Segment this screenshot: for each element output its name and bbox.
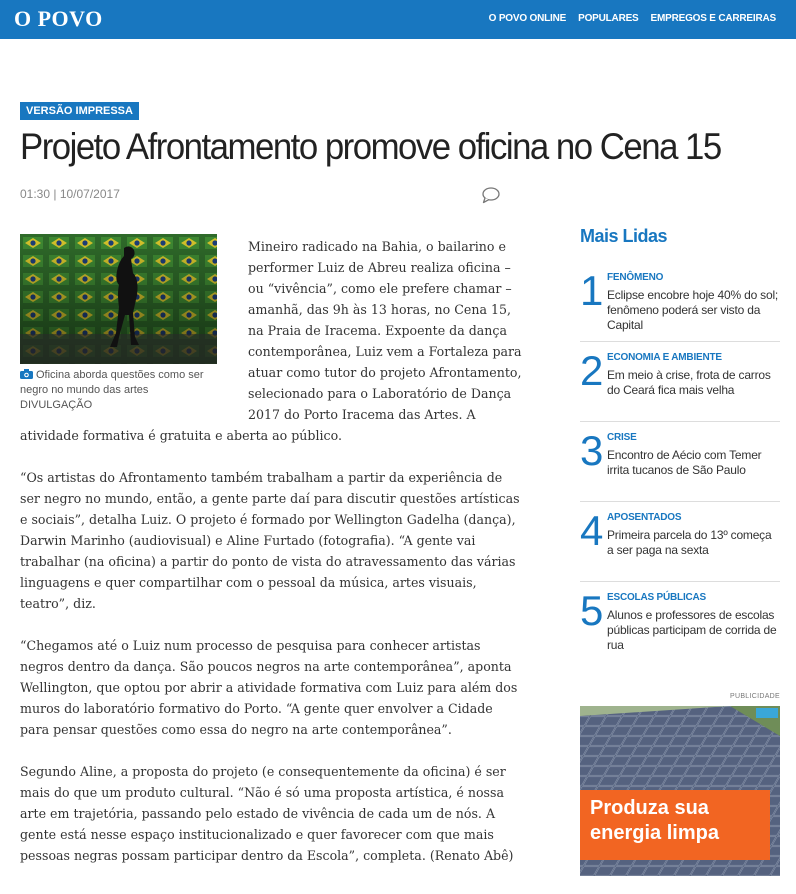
article-title: Projeto Afrontamento promove oficina no Cena 15 bbox=[20, 126, 721, 167]
item-headline[interactable]: Alunos e professores de escolas públicas participam de corrida de rua bbox=[607, 608, 777, 652]
section-badge[interactable]: VERSÃO IMPRESSA bbox=[20, 102, 139, 120]
most-read-item[interactable] bbox=[580, 262, 780, 342]
top-bar bbox=[0, 0, 796, 39]
article-paragraph: “Os artistas do Afrontamento também trabalham a partir da experiência de ser negro no mundo, então, a gente parte daí para discutir questões artísticas e sociais”, detalha Luiz. O projeto é formado por Wellington Gadelha (dança), Darwin Marinho (audiovisual) e Aline Furtado (fotografia). “A gente vai trabalhar (na oficina) a partir do ponto de vista do atravessamento das várias linguagens e quer compartilhar com o pessoal da música, artes visuais, teatro”, diz. bbox=[20, 470, 520, 611]
item-tag[interactable]: ESCOLAS PÚBLICAS bbox=[607, 592, 707, 603]
rank-number: 4 bbox=[580, 507, 604, 554]
item-tag[interactable]: APOSENTADOS bbox=[607, 512, 682, 523]
ad-line-1: Produza sua bbox=[590, 797, 709, 819]
nav-opovo-online[interactable]: O POVO ONLINE bbox=[488, 13, 567, 24]
most-read-item[interactable] bbox=[580, 502, 780, 582]
nav-empregos[interactable]: EMPREGOS E CARREIRAS bbox=[650, 13, 776, 24]
ad-solar-image bbox=[580, 706, 780, 876]
rank-number: 3 bbox=[580, 427, 604, 474]
article-paragraph: Segundo Aline, a proposta do projeto (e consequentemente da oficina) é ser mais do que um produto cultural. “Não é só uma proposta artística, é nossa arte em trajetória, passando pelo estado de vivência de cada um de nós. A gente está nesse espaço institucionalizado e quer favorecer com que mais pessoas negras possam participar dentro da Escola”, completa. (Renato Abê) bbox=[20, 764, 514, 863]
most-read-item[interactable] bbox=[580, 422, 780, 502]
ad-choices-icon[interactable] bbox=[756, 708, 778, 718]
rank-number: 2 bbox=[580, 347, 604, 394]
top-nav bbox=[489, 13, 776, 24]
figure-spacer bbox=[20, 236, 248, 410]
caption-text: Oficina aborda questões como ser negro no mundo das artes DIVULGAÇÃO bbox=[20, 369, 204, 411]
comment-icon[interactable] bbox=[481, 186, 501, 204]
item-headline[interactable]: Encontro de Aécio com Temer irrita tucanos de São Paulo bbox=[607, 448, 762, 477]
article-dateline: 01:30 | 10/07/2017 bbox=[20, 187, 120, 201]
item-tag[interactable]: CRISE bbox=[607, 432, 637, 443]
nav-populares[interactable]: POPULARES bbox=[578, 13, 639, 24]
item-tag[interactable]: FENÔMENO bbox=[607, 272, 664, 283]
most-read-list bbox=[580, 262, 780, 662]
article-paragraph: “Chegamos até o Luiz num processo de pesquisa para conhecer artistas negros dentro da dança. São poucos negros na arte contemporânea”, aponta Wellington, que optou por abrir a atividade formativa com Luiz para além dos muros do laboratório formativo do Porto. “A gente quer envolver a Cidade para pensar questões como essa do negro na arte contemporânea”. bbox=[20, 638, 518, 737]
ad-headline bbox=[590, 796, 719, 846]
ad-label: PUBLICIDADE bbox=[730, 693, 780, 700]
article-body bbox=[20, 236, 525, 887]
rank-number: 1 bbox=[580, 267, 604, 314]
item-headline[interactable]: Primeira parcela do 13º começa a ser paga na sexta bbox=[607, 528, 772, 557]
ad-banner[interactable] bbox=[580, 706, 780, 876]
most-read-item[interactable] bbox=[580, 582, 780, 662]
article-paragraph: Mineiro radicado na Bahia, o bailarino e performer Luiz de Abreu realiza oficina – ou “vivência”, como ele prefere chamar – amanhã, das 9h às 13 horas, no Cena 15, na Praia de Iracema. Expoente da dança contemporânea, Luiz vem a Fortaleza para atuar como tutor do projeto Afrontamento, selecionado para o Laboratório de Dança 2017 do Porto Iracema das Artes. A atividade formativa é gratuita e aberta ao público. bbox=[20, 239, 522, 443]
ad-line-2: energia limpa bbox=[590, 822, 719, 844]
site-logo[interactable]: O POVO bbox=[14, 6, 103, 31]
rank-number: 5 bbox=[580, 587, 604, 634]
item-headline[interactable]: Eclipse encobre hoje 40% do sol; fenômeno poderá ser visto da Capital bbox=[607, 288, 779, 332]
item-tag[interactable]: ECONOMIA E AMBIENTE bbox=[607, 352, 722, 363]
item-headline[interactable]: Em meio à crise, frota de carros do Ceará fica mais velha bbox=[607, 368, 771, 397]
most-read-title: Mais Lidas bbox=[580, 226, 668, 246]
most-read-item[interactable] bbox=[580, 342, 780, 422]
